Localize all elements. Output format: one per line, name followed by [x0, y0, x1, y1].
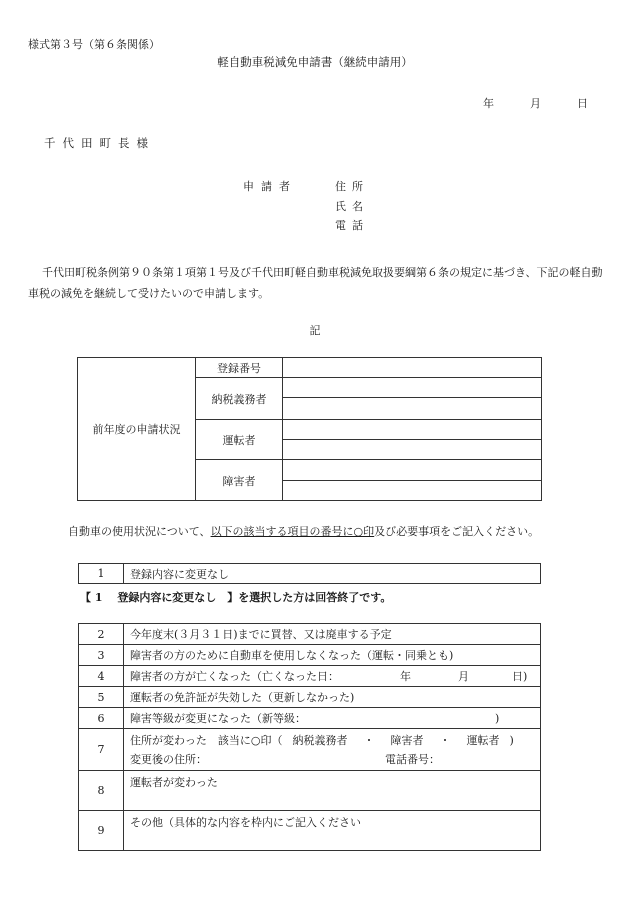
application-statement: 千代田町税条例第９０条第１項第１号及び千代田町軽自動車税減免取扱要綱第６条の規定に基づき、下記の軽自動車税の減免を継続して受けたいので申請します。	[28, 266, 603, 300]
instruction-pre: 自動車の使用状況について、	[68, 525, 211, 538]
driver-field-2[interactable]	[283, 440, 541, 459]
document-title: 軽自動車税減免申請書（継続申請用）	[217, 55, 413, 69]
item-4-label: 障害者の方が亡くなった（亡くなった日：	[130, 670, 339, 683]
item-7-number[interactable]: 7	[79, 729, 124, 771]
taxpayer-field-2[interactable]	[283, 398, 541, 419]
item-9-text[interactable]: その他（具体的な内容を枠内にご記入ください	[124, 811, 541, 851]
item-4-year: 年	[400, 670, 411, 683]
item-4-day: 日)	[512, 670, 528, 683]
disabled-field-1[interactable]	[283, 460, 541, 480]
item-2-number[interactable]: 2	[79, 624, 124, 645]
taxpayer-label: 納税義務者	[211, 392, 267, 406]
ki-heading: 記	[309, 324, 321, 337]
registration-number-label: 登録番号	[217, 361, 261, 375]
item-7-opt-driver[interactable]: 運転者	[466, 733, 500, 747]
item-3-text: 障害者の方のために自動車を使用しなくなった（運転・同乗とも)	[124, 645, 541, 666]
item-7-opt-taxpayer[interactable]: 納税義務者	[292, 733, 348, 747]
disabled-field-2[interactable]	[283, 481, 541, 500]
date-year-label: 年	[483, 97, 494, 110]
name-label: 氏名	[335, 200, 369, 213]
instruction-underlined: 以下の該当する項目の番号に○印	[210, 525, 375, 538]
driver-label: 運転者	[222, 433, 256, 447]
item-6-text	[124, 708, 541, 729]
item-row	[79, 645, 541, 666]
item-1-number[interactable]: 1	[79, 564, 124, 584]
item-row	[79, 624, 541, 645]
date-month-label: 月	[530, 97, 541, 110]
phone-label: 電話	[335, 219, 369, 232]
disabled-person-label: 障害者	[222, 474, 256, 488]
item-row	[79, 708, 541, 729]
completion-note: 【 1 登録内容に変更なし 】を選択した方は回答終了です。	[80, 591, 392, 604]
item-3-number[interactable]: 3	[79, 645, 124, 666]
item-8-text[interactable]: 運転者が変わった	[124, 771, 541, 811]
item-7-new-address-label: 変更後の住所：	[130, 752, 207, 766]
item-7-dot-2: ・	[439, 733, 451, 747]
item-2-text: 今年度末(３月３１日)までに買替、又は廃車する予定	[124, 624, 541, 645]
instruction-text	[68, 523, 539, 539]
instruction-post: 及び必要事項をご記入ください。	[374, 525, 540, 538]
prior-year-table	[77, 357, 542, 501]
item-1-table	[78, 563, 541, 584]
item-9-number[interactable]: 9	[79, 811, 124, 851]
item-row	[79, 811, 541, 851]
item-1-text: 登録内容に変更なし	[124, 564, 541, 584]
address-label: 住所	[335, 180, 369, 193]
item-7-line2	[130, 750, 540, 769]
item-7-opt-disabled[interactable]: 障害者	[390, 733, 424, 747]
item-5-number[interactable]: 5	[79, 687, 124, 708]
item-6-number[interactable]: 6	[79, 708, 124, 729]
item-7-line1	[130, 731, 540, 750]
item-6-close: )	[495, 712, 500, 725]
item-4-month: 月	[458, 670, 469, 683]
item-6-label: 障害等級が変更になった（新等級：	[130, 712, 306, 725]
item-7-phone-label: 電話番号：	[385, 752, 440, 766]
item-8-number[interactable]: 8	[79, 771, 124, 811]
item-row	[79, 666, 541, 687]
item-4-text	[124, 666, 541, 687]
item-row	[79, 687, 541, 708]
form-number: 様式第３号（第６条関係）	[28, 38, 160, 51]
item-5-text: 運転者の免許証が失効した（更新しなかった)	[124, 687, 541, 708]
item-7-label: 住所が変わった 該当に○印（	[130, 733, 283, 747]
item-7-dot-1: ・	[363, 733, 375, 747]
item-7-text	[124, 729, 541, 771]
registration-number-field[interactable]	[283, 358, 541, 377]
item-row	[79, 771, 541, 811]
applicant-label: 申請者	[243, 180, 297, 193]
date-day-label: 日	[577, 97, 588, 110]
prior-year-section-label: 前年度の申請状況	[92, 423, 181, 436]
item-4-number[interactable]: 4	[79, 666, 124, 687]
driver-field-1[interactable]	[283, 420, 541, 439]
taxpayer-field-1[interactable]	[283, 378, 541, 397]
addressee: 千代田町長様	[44, 136, 155, 150]
item-7-close: )	[509, 733, 514, 747]
item-row	[79, 729, 541, 771]
items-table	[78, 623, 541, 851]
